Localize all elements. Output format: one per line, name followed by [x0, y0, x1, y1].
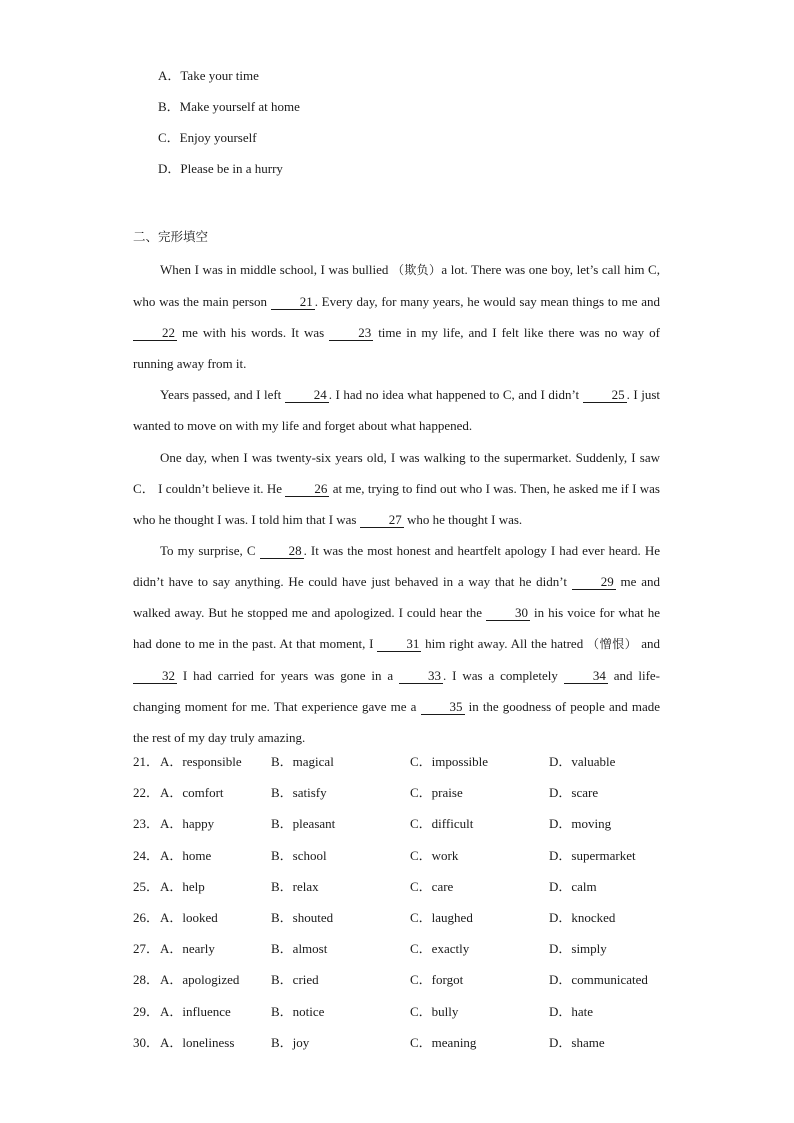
text: One day, when I was twenty-six years old, I was walking to the supermarket. Suddenly, I saw C． I couldn’t believe it. He: [133, 449, 660, 496]
blank-34: 34: [564, 669, 608, 684]
text: . I had no idea what happened to C, and I didn’t: [328, 387, 583, 403]
blank-24: 24: [285, 388, 329, 403]
option-d: D．calm: [549, 878, 597, 894]
section-title: 二、完形填空: [133, 229, 209, 244]
option-b: B．satisfy: [271, 785, 327, 801]
text: time in my life, and I felt like there was no way of running away from it.: [133, 325, 660, 372]
option-b: B．relax: [271, 878, 319, 894]
blank-35: 35: [421, 700, 465, 715]
question-number: 22．: [133, 785, 160, 801]
option-d: D．supermarket: [549, 847, 636, 863]
question-24: [133, 847, 693, 878]
question-number: 29．: [133, 1003, 160, 1019]
option-b: B．notice: [271, 1003, 325, 1019]
question-21: [133, 753, 693, 784]
paragraph-1: [133, 254, 660, 379]
text: and life-changing moment for me. That experience gave me a: [133, 668, 661, 715]
question-number: 28．: [133, 972, 160, 988]
option-b: B．joy: [271, 1034, 310, 1050]
text: To my surprise, C: [160, 542, 260, 558]
text: in his voice for what he had done to me in the past. At that moment, I: [133, 605, 660, 652]
blank-28: 28: [260, 544, 304, 559]
option-b: B．cried: [271, 972, 319, 988]
blank-31: 31: [377, 637, 421, 652]
question-list: [133, 753, 693, 1065]
option-c: C．difficult: [410, 816, 474, 832]
question-number: 21．: [133, 754, 160, 769]
option-b: B．shouted: [271, 909, 334, 925]
question-number: 23．: [133, 816, 160, 832]
question-number: 27．: [133, 941, 160, 957]
question-number: 26．: [133, 909, 160, 925]
option-a: A．home: [160, 847, 212, 863]
text: him right away. All the hatred: [421, 636, 588, 652]
cloze-passage: [133, 254, 660, 754]
question-number: 25．: [133, 878, 160, 894]
question-27: [133, 940, 693, 971]
option-c: C．work: [410, 847, 459, 863]
blank-32: 32: [133, 669, 177, 684]
option-d: D．moving: [549, 816, 612, 832]
question-25: [133, 878, 693, 909]
question-28: [133, 971, 693, 1002]
option-d: D．knocked: [549, 909, 616, 925]
text: at me, trying to find out who I was. Then, he asked me if I was who he thought I was. I told him that I was: [133, 480, 660, 527]
option-a: A．nearly: [160, 941, 215, 957]
option-a: A．comfort: [160, 785, 224, 801]
blank-21: 21: [271, 295, 315, 310]
option-d: D．shame: [549, 1034, 605, 1050]
option-d: D．valuable: [549, 754, 616, 769]
chinese-gloss: （憎恨）: [587, 637, 638, 652]
blank-26: 26: [285, 482, 329, 497]
text: . I just wanted to move on with my life and forget about what happened.: [133, 387, 660, 434]
option-d: D．hate: [549, 1003, 594, 1019]
option-d: D．communicated: [549, 972, 648, 988]
option-a: A．loneliness: [160, 1034, 235, 1050]
prev-option-a: A．Take your time: [158, 68, 259, 83]
question-29: [133, 1003, 693, 1034]
option-a: A．responsible: [160, 754, 242, 769]
prev-option-b: B．Make yourself at home: [158, 99, 300, 114]
option-c: C．praise: [410, 785, 463, 801]
blank-27: 27: [360, 513, 404, 528]
paragraph-3: [133, 442, 660, 535]
option-a: A．looked: [160, 909, 218, 925]
option-b: B．pleasant: [271, 816, 336, 832]
option-a: A．happy: [160, 816, 215, 832]
text: . Every day, for many years, he would say mean things to me and: [314, 294, 660, 310]
question-number: 30．: [133, 1034, 160, 1050]
option-b: B．magical: [271, 754, 334, 769]
question-26: [133, 909, 693, 940]
option-b: B．school: [271, 847, 327, 863]
option-d: D．simply: [549, 941, 607, 957]
blank-22: 22: [133, 326, 177, 341]
blank-25: 25: [583, 388, 627, 403]
option-c: C．meaning: [410, 1034, 477, 1050]
text: When I was in middle school, I was bullied: [160, 262, 392, 277]
text: I had carried for years was gone in a: [177, 668, 400, 684]
option-a: A．influence: [160, 1003, 231, 1019]
option-c: C．laughed: [410, 909, 473, 925]
question-23: [133, 815, 693, 846]
text: a lot. There was one boy, let’s call him C, who was the main person: [133, 262, 660, 310]
paragraph-2: [133, 379, 660, 441]
question-number: 24．: [133, 847, 160, 863]
option-c: C．impossible: [410, 754, 489, 769]
blank-30: 30: [486, 606, 530, 621]
option-d: D．scare: [549, 785, 599, 801]
text: . It was the most honest and heartfelt apology I had ever heard. He didn’t have to say anything. He could have just behaved in a way that he didn’t: [133, 542, 660, 589]
option-c: C．care: [410, 878, 454, 894]
chinese-gloss: （欺负）: [391, 263, 442, 277]
option-c: C．bully: [410, 1003, 459, 1019]
blank-33: 33: [399, 669, 443, 684]
question-22: [133, 784, 693, 815]
prev-option-c: C．Enjoy yourself: [158, 130, 257, 145]
option-b: B．almost: [271, 941, 328, 957]
text: . I was a completely: [443, 668, 564, 684]
option-a: A．apologized: [160, 972, 240, 988]
blank-23: 23: [329, 326, 373, 341]
text: Years passed, and I left: [160, 387, 285, 403]
text: me with his words. It was: [177, 325, 330, 341]
text: me and walked away. But he stopped me and apologized. I could hear the: [133, 573, 660, 621]
text: in the goodness of people and made the rest of my day truly amazing.: [133, 699, 660, 746]
text: and: [637, 636, 660, 652]
paragraph-4: [133, 535, 660, 754]
option-c: C．forgot: [410, 972, 464, 988]
option-c: C．exactly: [410, 941, 470, 957]
option-a: A．help: [160, 878, 205, 894]
blank-29: 29: [572, 575, 616, 590]
prev-option-d: D．Please be in a hurry: [158, 161, 283, 176]
text: who he thought I was.: [403, 511, 523, 527]
question-30: [133, 1034, 693, 1065]
